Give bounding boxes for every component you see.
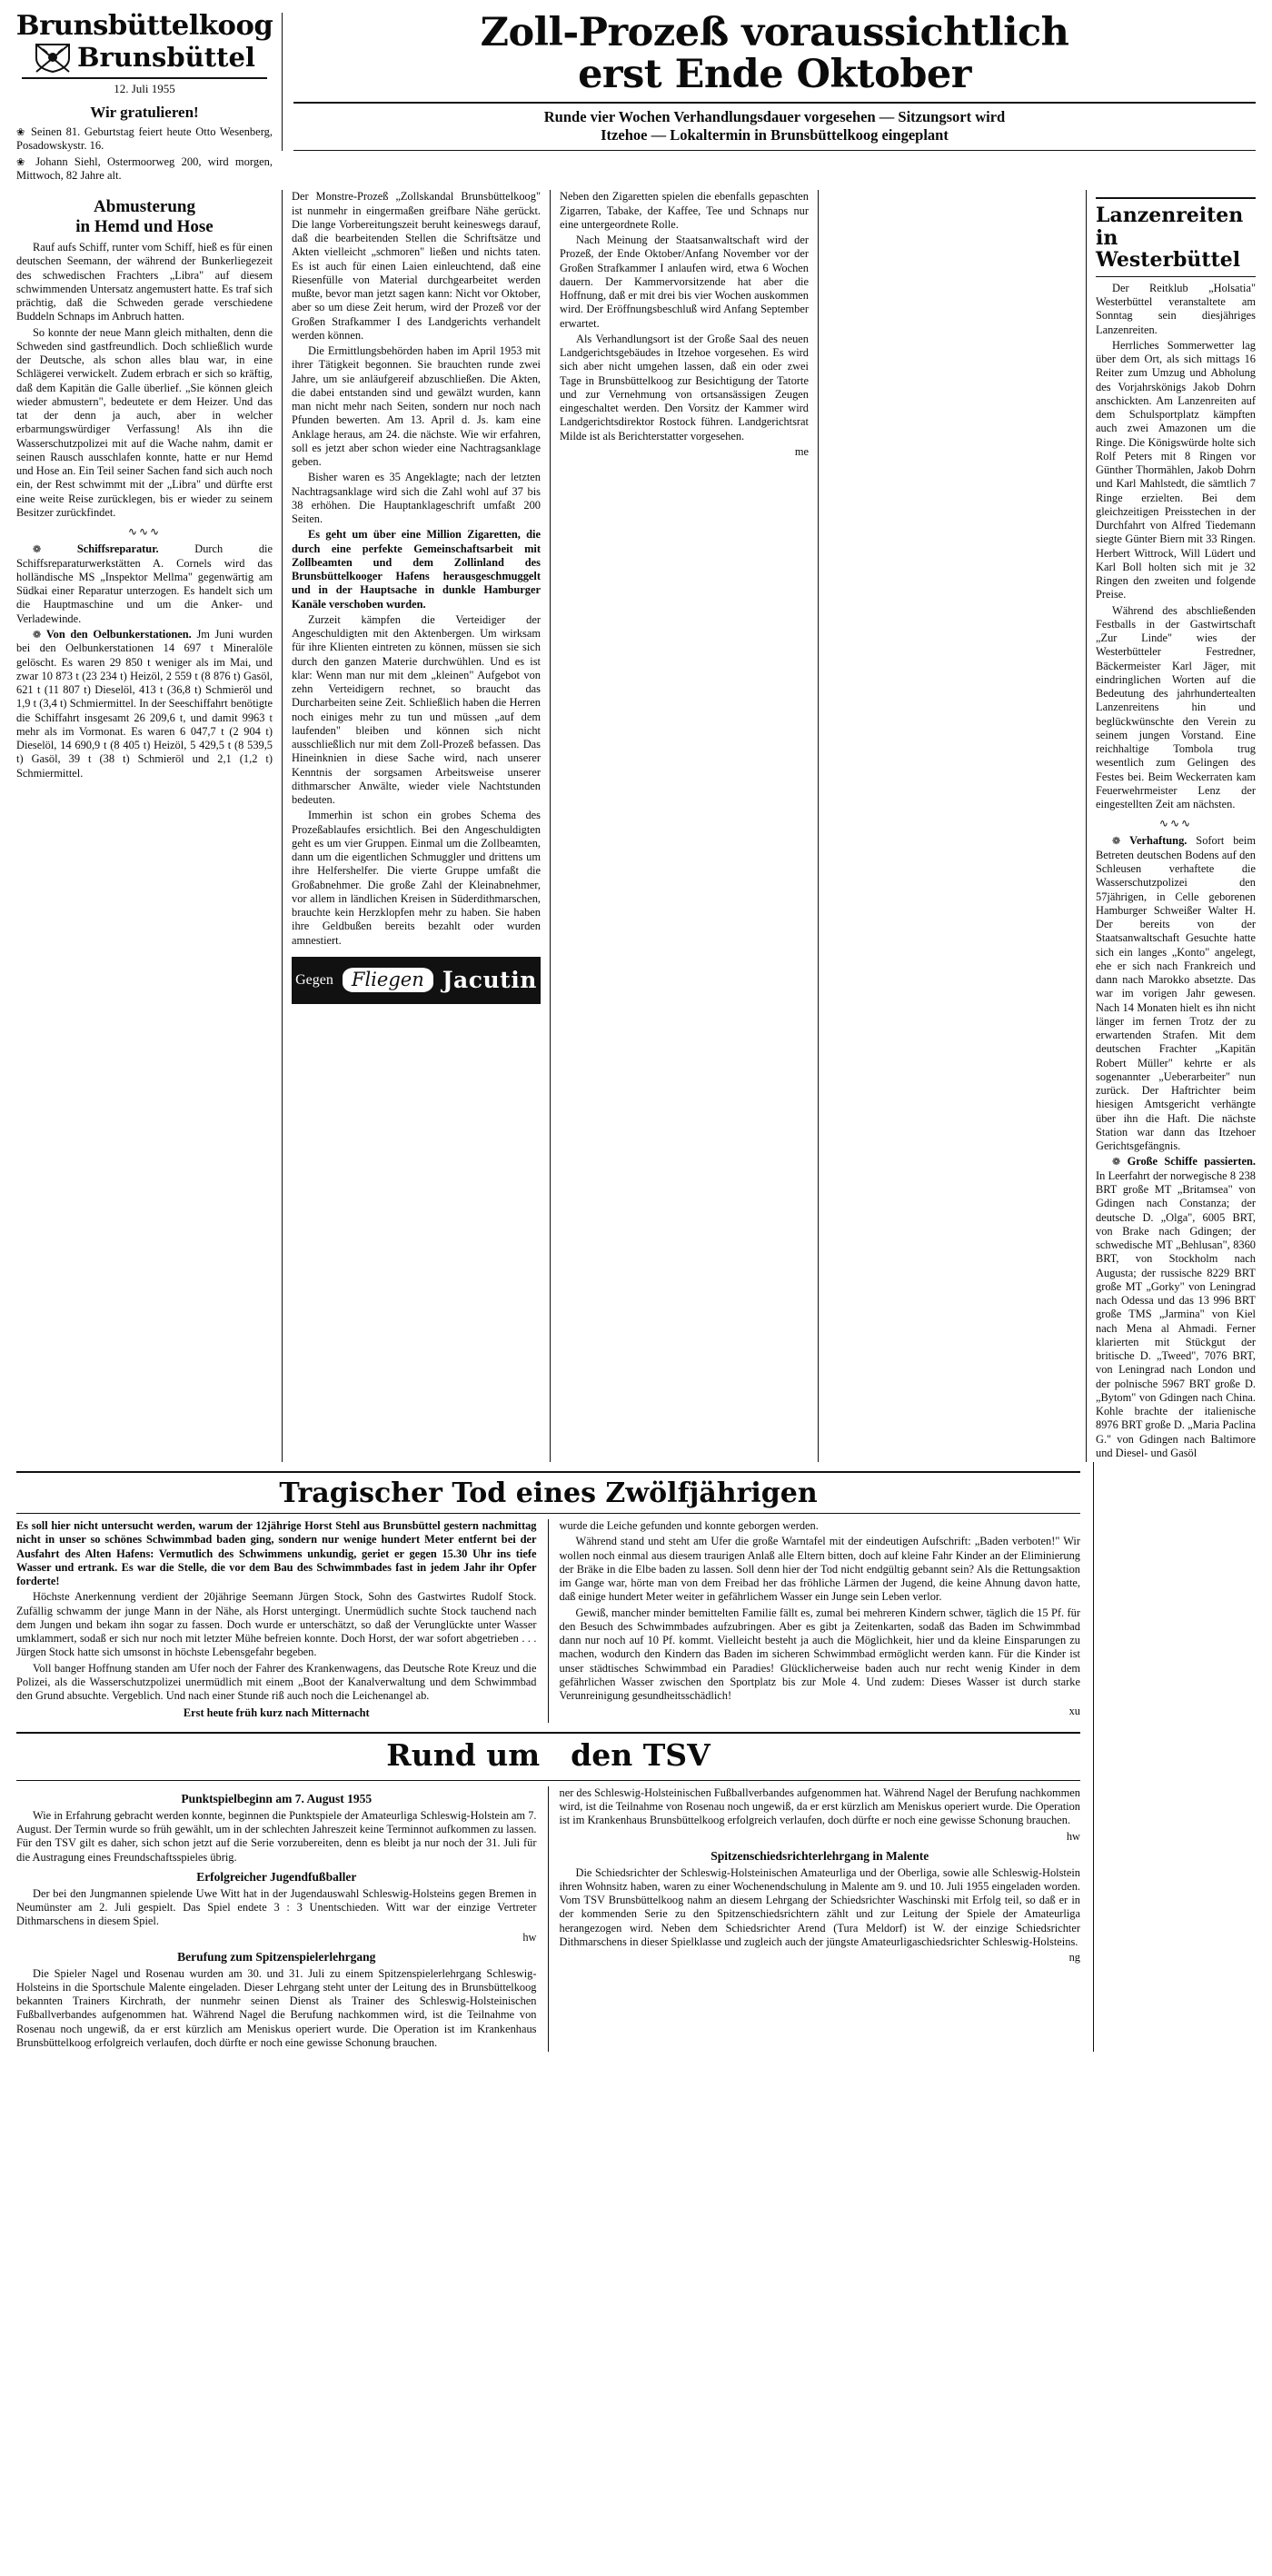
tragisch-title: Tragischer Tod eines Zwölfjährigen (279, 1477, 818, 1510)
tsv-rule (16, 1780, 1080, 1781)
schiffsreparatur-item (16, 542, 273, 626)
section-divider-ornament: ∿∿∿ (127, 525, 162, 538)
grosse-schiffe-text: In Leerfahrt der norwegische 8 238 BRT große MT „Britamsea" von Gdingen nach Constanza; der deutsche D. „Olga", 6005 BRT, von Brake nach Gdingen; der schwedische MT „Behlusan", 8360 BRT, von Stockholm nach Augusta; der russische 8229 BRT große MT „Gorky" von Leningrad nach Odessa und das 13 996 BRT große TMS „Jarmina" von Kiel nach Mena al Ahmadi. Ferner klarierten mit Stückgut der britische D. „Tweed", 7076 BRT, von Leningrad nach London und der polnische 5967 BRT große D. „Bytom" von Gdingen nach China. Kohle brachte der italienische 8976 BRT große D. „Maria Paclina G." von Gdingen nach Baltimore und Diesel- und Gasöl (1096, 1169, 1256, 1459)
tragisch-p1: Es soll hier nicht untersucht werden, warum der 12jährige Horst Stehl aus Brunsbüttel gestern nachmittag nicht in unser so schönes Schwimmbad baden ging, sondern nur wenige hundert Meter entfernt bei der Ausfahrt des Alten Hafens: Vermutlich des Schwimmens unkundig, geriet er gegen 15.30 Uhr ins tiefe Wasser und ertrank. Es war die Stelle, die vor dem Bau des Schwimmbades fast in jedem Jahr ihr Opfer forderte! (16, 1519, 537, 1588)
lanzenreiten-p1: Der Reitklub „Holsatia" Westerbüttel veranstaltete am Sonntag sein diesjähriges Lanzenreiten. (1096, 281, 1256, 336)
tragisch-col-right (549, 1519, 1081, 1723)
oelbunker-runin: Von den Oelbunkerstationen. (45, 627, 192, 641)
headline-line1: Zoll-Prozeß voraussichtlich (480, 10, 1069, 55)
column-5-right-rail (1086, 190, 1256, 1462)
tsv-punktspiel-p1: Wie in Erfahrung gebracht werden konnte, beginnen die Punktspiele der Amateurliga Schleswig-Holstein am 7. August. Der Termin wurde so früh gewählt, um in der schlechten Jahreszeit keine Terminnot aufkommen zu lassen. Für den TSV gilt es daher, sich schon jetzt auf die Serie vorzubereiten, denn es bleibt ja nur noch der 31. Juli für die Austragung eines Freundschaftsspieles übrig. (16, 1808, 537, 1864)
zoll-p3: Bisher waren es 35 Angeklagte; nach der letzten Nachtragsanklage wird sich die Zahl wohl auf 37 bis 38 erhöhen. Die Hauptanklageschrift umfaßt 200 Seiten. (292, 471, 541, 526)
star-icon: ❀ (16, 127, 27, 138)
masthead (15, 10, 282, 184)
tsv-col-left (16, 1786, 549, 2052)
lanzenreiten-rule (1096, 276, 1256, 277)
lanzenreiten-title: Lanzenreiten in Westerbüttel (1096, 204, 1244, 272)
headline-subline1: Runde vier Wochen Verhandlungsdauer vorgesehen — Sitzungsort wird (543, 108, 1006, 126)
tsv-schiedsrichter-heading: Spitzenschiedsrichterlehrgang in Malente (711, 1848, 929, 1863)
issue-date: 12. Juli 1955 (114, 82, 175, 95)
tragisch-signature: xu (1068, 1705, 1080, 1718)
abmusterung-p2: So konnte der neue Mann gleich mithalten, denn die Schweden sind gastfreundlich. Doch schließlich wurde der Deutsche, als schon alles blau war, in eine Schlägerei verwickelt. Zudem erbrach er sich so kräftig, daß dem Kapitän die Galle überlief. „Sie können gleich wieder abmustern", bedeutete er dem Heizer. Und das tat der denn ja auch, aber in welcher erbarmungswürdiger Verfassung! Als ihn die Wasserschutzpolizei mit auf die Wache nahm, damit er seinen Rausch ausschlafen konnte, hatte er nur Hemd und Hose an. Ein Teil seiner Sachen fand sich auch noch ein, der Rest schwimmt mit der „Libra" und dürfte erst eine weite Reise zurücklegen, bis er wieder zu seinem Besitzer zurückfindet. (16, 325, 273, 519)
lanzenreiten-p2: Herrliches Sommerwetter lag über dem Ort, als sich mittags 16 Reiter zum Umzug und Abholung des Vorjahrskönigs Jakob Dohrn anschickten. Am Lanzenreiten auf dem Schulsportplatz kämpften auch zwei Amazonen um die Ringe. Die Königswürde holte sich Rolf Peters mit 8 Ringen vor Günther Thormählen, Jakob Dohrn und Karl Mahlstedt, die sämtlich 7 Ringe erzielten. Bei dem gleichzeitigen Preisstechen in der Durchfahrt von Alfred Tiedemann siegte Günter Biern mit 33 Ringen. Herbert Wittrock, Will Lüdert und Karl Boll holten sich mit je 32 Ringen den zweiten und folgende Preise. (1096, 338, 1256, 602)
lower-sections (16, 1462, 1256, 2052)
headline-line2: erst Ende Oktober (578, 51, 971, 97)
tragisch-p2: Höchste Anerkennung verdient der 20jährige Seemann Jürgen Stock, Sohn des Gastwirtes Rudolf Stock. Zufällig schwamm der junge Mann in der Nähe, als Horst untergingt. Unermüdlich suchte Stock tauchend nach dem Jungen und bekam ihn sogar zu fassen. Doch wurde er unterschätzt, so daß der Verunglückte unter Wasser umklammert, sodaß er sich nur noch mit letzter Mühe befreien konnte. Doch Horst, der war sofort abgetrieben . . . Jürgen Stock hatte sich umsonst in höchste Lebensgefahr begeben. (16, 1590, 537, 1659)
tsv-berufung-carryover: ner des Schleswig-Holsteinischen Fußballverbandes aufgenommen hat. Während Nagel der Berufung nachkommen wird, ist die Teilnahme von Rosenau noch ungewiß, da er erst kürzlich am Meniskus operiert wurde. Die Operation ist im Krankenhaus Brunsbüttelkoog erfolgreich verlaufen, doch dürfte er noch eine gewisse Schonung brauchen. (559, 1785, 1080, 1827)
congrats-item (16, 125, 273, 154)
tsv-title (16, 1734, 1080, 1775)
tragisch-p7: Gewiß, mancher minder bemittelten Familie fällt es, zumal bei mehreren Kindern schwer, täglich die 15 Pf. für den Besuch des Schwimmbades aufzubringen. Aber es gibt ja Zeitenkarten, sodaß das Baden im Schwimmbad dann nur noch auf 10 Pf. kommt. Vielleicht besteht ja auch die Möglichkeit, hier und da kleine Einsparungen zu machen, wodurch den Kindern das Baden im sicheren Schwimmbad ermöglicht werden kann. Für die Kinder ist unser städtisches Schwimmbad ein Paradies! Glücklicherweise baden auch nur recht wenig Kinder in dem gefährlichen Wasser zwischen den Sportplatz bis zur Mole 4. Und zudem: Dieses Wasser ist durch starke Verunreinigung gesundheitsschädlich! (559, 1606, 1080, 1703)
tsv-berufung-heading: Berufung zum Spitzenspielerlehrgang (177, 1949, 376, 1964)
tragisch-p3: Voll banger Hoffnung standen am Ufer noch der Fahrer des Krankenwagens, das Deutsche Rote Kreuz und die Polizei, als die Wasserschutzpolizei unermüdlich mit einem „Boot der Kanalverwaltung und dem Schwimmbad den Grund absuchte. Vergeblich. Und nach einer Stunde riß auch noch die Leichenangel ab. (16, 1661, 537, 1703)
tragisch-col-left (16, 1519, 549, 1723)
headline-bottom-divider (293, 150, 1256, 151)
schiffsreparatur-runin: Schiffsreparatur. (76, 542, 159, 555)
tragisch-top-rule (16, 1471, 1080, 1473)
lower-left-block (16, 1462, 1093, 2052)
section-divider-ornament: ∿∿∿ (1158, 817, 1193, 830)
lower-right-spacer (1093, 1462, 1256, 2052)
zoll-p8: Nach Meinung der Staatsanwaltschaft wird der Prozeß, der Ende Oktober/Anfang November vor der Großen Strafkammer I anlaufen wird, etwa 6 Wochen dauern. Der Kammervorsitzende hat aber die Hoffnung, daß er mit drei bis vier Wochen auskommen wird. Der Eröffnungsbeschluß wird Anfang September erwartet. (560, 234, 809, 330)
tsv-columns (16, 1786, 1080, 2052)
verhaftung-item (1096, 834, 1256, 1153)
headline-divider (293, 102, 1256, 104)
abmusterung-heading-line1: Abmusterung (94, 197, 195, 217)
tragisch-columns (16, 1519, 1080, 1723)
zoll-p1: Der Monstre-Prozeß „Zollskandal Brunsbüttelkoog" ist nunmehr in eingermaßen greifbare Nähe gerückt. Die lange Vorbereitungszeit beruht keineswegs darauf, daß die bearbeitenden Stellen die Schriftsätze und Akten vielleicht „schmoren" ließen und nichts taten. Es ist auch für einen Laien einleuchtend, daß eine Riesenfülle von Material durchgearbeitet werden mußte, bevor man jetzt sagen kann: Nicht vor Oktober, aber so um diese Zeit herum, wird der Prozeß vor der Großen Strafkammer I des Landgerichts verhandelt werden können. (292, 190, 541, 342)
zoll-p4: Es geht um über eine Million Zigaretten, die durch eine perfekte Gemeinschaftsarbeit mit Zollbeamten und dem Zollinland des Brunsbüttelkooger Hafens herausgeschmuggelt und in der Hauptsache in dunkle Hamburger Kanäle verschoben wurden. (292, 528, 541, 611)
zoll-signature: me (794, 444, 809, 458)
congrats-heading: Wir gratulieren! (90, 104, 199, 121)
tsv-schiedsrichter-signature: ng (1068, 1951, 1080, 1964)
oelbunker-text: Jm Juni wurden bei den Oelbunkerstationen 14 697 t Mineralöle gelöscht. Es waren 29 850 t weniger als im Mai, und zwar 10 873 t (23 234 t) Heizöl, 2 559 t (8 876 t) Gasöl, 621 t (11 807 t) Dieselöl, 413 t (36,8 t) Schmieröl und 1,9 t (3,4 t) Schmiermittel. In der Seeschiffahrt benötigte die Schiffahrt insgesamt 26 209,6 t, und damit 9963 t mehr als im Vormonat. Es waren 6 047,7 t (2 904 t) Dieselöl, 14 690,9 t (8 405 t) Heizöl, 5 429,5 t (8 539,5 t) Gasöl, 39 t (38 t) Schmieröl und 2,1 (1,2 t) Schmiermittel. (16, 627, 273, 780)
zoll-p5: Zurzeit kämpfen die Verteidiger der Angeschuldigten mit den Aktenbergen. Um wirksam für ihre Klienten eintreten zu können, müssen sie sich durch den ganzen Materie durchwühlen. Und es ist klar: Wenn man nur mit dem „kleinen" Aufgebot von zehn Verteidigern rechnet, so braucht das Durcharbeiten seine Zeit. Schließlich haben die Herren noch einiges mehr zu tun und müssen „auf dem laufenden" bleiben und können sich nicht ausschließlich nur mit dem Zoll-Prozeß befassen. Das Hineinknien in diese Sache wird, nach unserer Kenntnis der sorgsamen Arbeitsweise unserer dithmarscher Anwälte, wieder viele Nachtstunden bedeuten. (292, 612, 541, 807)
tsv-title-line2: den TSV (571, 1736, 711, 1773)
ad-prefix-label: Gegen (295, 971, 333, 988)
oelbunker-item (16, 628, 273, 781)
grosse-schiffe-runin: Große Schiffe passierten. (1127, 1155, 1256, 1169)
headline-subline2: Itzehoe — Lokaltermin in Brunsbüttelkoog eingeplant (601, 126, 949, 144)
column-3 (550, 190, 818, 1462)
tsv-title-line1: Rund um (386, 1736, 541, 1773)
tsv-jugend-signature: hw (522, 1930, 537, 1944)
zoll-p2: Die Ermittlungsbehörden haben im April 1953 mit ihrer Tätigkeit begonnen. Sie brauchten runde zwei Jahre, um sie anläufgereif abzuschließen. Die Akten, die dabei entstanden sind und gewälzt wurden, kann man nicht mehr nach Seiten, sondern nur noch nach Pfunden bewerten. Am 13. April d. Js. kam eine Anklage heraus, am 24. die nächste. Wie wir erfahren, soll es jetzt aber schon wieder eine Nachtragsanklage geben. (292, 344, 541, 469)
tsv-jugend-heading: Erfolgreicher Jugendfußballer (196, 1869, 357, 1884)
tsv-jugend-p1: Der bei den Jungmannen spielende Uwe Witt hat in der Jugendauswahl Schleswig-Holsteins gegen Bremen in Neumünster am 2. Juli gespielt. Das Spiel endete 3 : 3 Unentschieden. Witt war der einzige Vertreter Dithmarschens in diesem Spiel. (16, 1886, 537, 1928)
tragisch-p6: Während stand und steht am Ufer die große Warntafel mit der eindeutigen Aufschrift: „Baden verboten!" Wir wollen noch einmal aus diesem traurigen Anlaß alle Eltern bitten, doch auf kleine Fahr Kinder an der Eliminierung der Bräke in die Elbe baden zu lassen. Soll denn hier der Tod nicht endgültig gebannt sein? Als die Rettungsaktion im Gange war, hörte man von dem Freibad her das fröhliche Lärmen der Jugend, die keine Ahnung davon hatte, daß einige hundert Meter weiter in gefährlichem Wasser ein Junge sein Leben verlor. (559, 1535, 1080, 1604)
column-2 (282, 190, 550, 1462)
advertisement-jacutin[interactable] (292, 957, 541, 1004)
ad-brand-name: Jacutin (442, 967, 537, 994)
flower-icon: ❁ (33, 544, 42, 555)
column-4 (818, 190, 1086, 1462)
tsv-punktspiel-heading: Punktspielbeginn am 7. August 1955 (181, 1791, 373, 1805)
abmusterung-heading-line2: in Hemd und Hose (75, 217, 214, 237)
lanzenreiten-top-rule (1096, 197, 1256, 199)
page-header (15, 10, 1256, 184)
masthead-title-line2: Brunsbüttel (77, 41, 255, 73)
congrats-item-text: Seinen 81. Geburtstag feiert heute Otto Wesenberg, Posadowskystr. 16. (16, 125, 273, 153)
column-1 (16, 190, 282, 1462)
tsv-berufung-signature: hw (1066, 1829, 1080, 1843)
flower-icon: ❁ (1112, 1157, 1121, 1169)
masthead-divider (22, 77, 267, 79)
tragisch-rule (16, 1513, 1080, 1514)
masthead-title-line1: Brunsbüttelkoog (15, 10, 273, 42)
star-icon: ❀ (16, 156, 29, 168)
tragisch-p4-bold: Erst heute früh kurz nach Mitternacht (183, 1706, 370, 1720)
lead-headline-block (282, 10, 1256, 151)
tsv-schiedsrichter-p1: Die Schiedsrichter der Schleswig-Holsteinischen Amateurliga und der Oberliga, sowie alle Schleswig-Holstein ihren Wohnsitz haben, waren zu einer Wochenendschulung in Malente am 9. und 10. Juli 1955 eingeladen worden. Vom TSV Brunsbüttelkoog nahm an diesem Lehrgang der Schiedsrichter Waschinski mit Erfolg teil, so daß er in der kommenden Serie zu den Spitzenschiedsrichtern zählt und zur Leitung der Spiele der Amateurliga herangezogen wird. Neben dem Schiedsrichter Arend (Tura Meldorf) ist W. der einzige Schiedsrichter Dithmarschens in dieser Spielklasse und zugleich auch der jüngste Amateurligaschiedsrichter Schleswig-Holsteins. (559, 1865, 1080, 1948)
tsv-berufung-p1: Die Spieler Nagel und Rosenau wurden am 30. und 31. Juli zu einem Spitzenspielerlehrgang Schleswig-Holsteins in die Sportschule Malente eingeladen. Dieser Lehrgang steht unter der Leitung des in Brunsbüttelkoog bekannten Trainers Kirchrath, der nunmehr seinen Dienst als Trainer des Schleswig-Holsteinischen Fußballverbandes aufgenommen hat. Während Nagel die Berufung nachkommen wird, ist die Teilnahme von Rosenau noch ungewiß, da er erst kürzlich am Meniskus operiert wurde. Die Operation ist im Krankenhaus Brunsbüttelkoog erfolgreich verlaufen, doch dürfte er noch eine gewisse Schonung brauchen. (16, 1966, 537, 2049)
congrats-item-text: Johann Siehl, Ostermoorweg 200, wird morgen, Mittwoch, 82 Jahre alt. (16, 154, 273, 183)
abmusterung-p1: Rauf aufs Schiff, runter vom Schiff, hieß es für einen deutschen Seemann, der während der Bunkerliegezeit des schwedischen Frachters „Libra" auf diesem schwimmenden Untersatz angemustert hatte. Es traf sich prächtig, daß die Schweden gerade verschiedene Buddeln Schnaps im Anbruch hatten. (16, 241, 273, 323)
flower-icon: ❁ (1112, 836, 1121, 848)
zoll-p6-cont: Neben den Zigaretten spielen die ebenfalls gepaschten Zigarren, Tabake, der Kaffee, Tee und Schnaps nur eine untergeordnete Rolle. (560, 190, 809, 231)
congrats-item (16, 155, 273, 184)
zoll-p6: Immerhin ist schon ein grobes Schema des Prozeßablaufes ersichtlich. Bei den Angeschuldigten geht es um vier Gruppen. Einmal um die Zollbeamten, dann um die eigentlichen Schmuggler und drittens um ihre Helfershelfer. Die vierte Gruppe umfaßt die Großabnehmer. Die große Zahl der Kleinabnehmer, vor allem in ländlichen Kreisen in Süderdithmarschen, brauchte kein Herzklopfen mehr zu haben. Sie haben ihre Geldbußen bereits bezahlt oder wurden amnestiert. (292, 809, 541, 947)
zoll-p9: Als Verhandlungsort ist der Große Saal des neuen Landgerichtsgebäudes in Itzehoe vorgesehen. Es wird sich aber nicht umgehen lassen, daß ein oder zwei Tage in Brunsbüttelkoog zur Besichtigung der Tatorte und zur Vernehmung von ortsansässigen Zeugen eingeschaltet werden. Den Vorsitz der Kammer wird Landgerichtsdirektor Rostock führen. Landgerichtsrat Milde ist als Berichterstatter vorgesehen. (560, 332, 809, 443)
coat-of-arms-icon (34, 42, 72, 73)
verhaftung-text: Sofort beim Betreten deutschen Bodens auf den Schleusen verhaftete die Wasserschutzpolizei den 57jährigen, in Celle geborenen Hamburger Schweißer Walter H. Der bereits von der Staatsanwaltschaft Gesuchte hatte sich ein langes „Konto" angelegt, ehe er sich nach Frankreich und dann nach Marokko absetzte. Das war im vorigen Jahr gewesen. Nach 14 Monaten hielt es ihn nicht länger im fernen Trotz der zu erwartenden Strafen. Mit dem deutschen Frachter „Kapitän Robert Müller" kehrte er als sogenannter „Ueberarbeiter" nun zurück. Der Haftrichter beim hiesigen Amtsgericht verhängte über ihn die Haft. Die nächste Station war dann das Itzehoer Gerichtsgefängnis. (1096, 834, 1256, 1153)
tsv-col-right (549, 1786, 1081, 2052)
verhaftung-runin: Verhaftung. (1129, 834, 1188, 848)
grosse-schiffe-item (1096, 1155, 1256, 1460)
lanzenreiten-p3: Während des abschließenden Festballs in der Gastwirtschaft „Zur Linde" wies der Westerbütteler Festredner, Bäckermeister Karl Jäger, mit eindringlichen Worten auf die Bedeutung des jahrhundertealten Lanzenreitens hin und beglückwünschte den Verein zu seinem jungen Vorstand. Eine reichhaltige Tombola trug wesentlich zum Gelingen des Festes bei. Beim Weckerraten kam Feuerwehrmeister Lenz der eingestellten Zeit am nächsten. (1096, 603, 1256, 811)
flower-icon: ❁ (33, 629, 42, 641)
ad-script-word: Fliegen (343, 968, 433, 992)
body-columns (16, 190, 1256, 1462)
schiffsreparatur-text: Durch die Schiffsreparaturwerkstätten A. Cornels wird das holländische MS „Inspektor Mellma" gegenwärtig am Südkai einer Reparatur unterzogen. Es handelt sich um die Hauptmaschine und um die Anker- und Verladewinde. (16, 542, 273, 625)
tragisch-p5: wurde die Leiche gefunden und konnte geborgen werden. (559, 1519, 819, 1533)
